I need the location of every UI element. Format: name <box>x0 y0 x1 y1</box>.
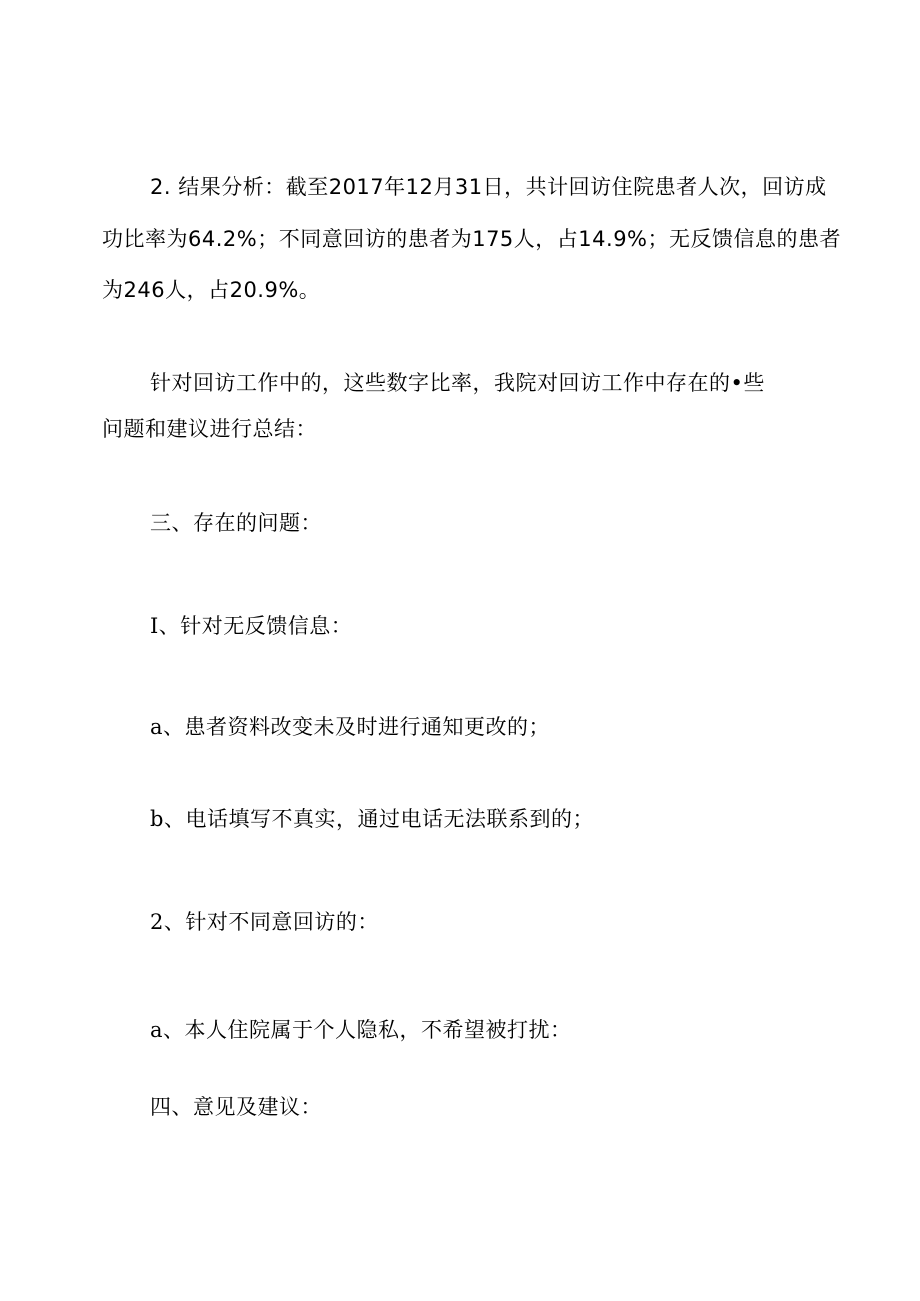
results-paragraph-line-1: 2. 结果分析：截至2017年12月31日，共计回访住院患者人次，回访成 <box>150 175 827 199</box>
item-1-heading: I、针对无反馈信息： <box>150 614 353 638</box>
suggestions-section-heading: 四、意见及建议： <box>150 1095 322 1119</box>
summary-paragraph-line-2: 问题和建议进行总结： <box>102 417 317 441</box>
item-2-a: a、本人住院属于个人隐私，不希望被打扰： <box>150 1018 572 1042</box>
problems-section-heading: 三、存在的问题： <box>150 511 322 535</box>
item-1-a: a、患者资料改变未及时进行通知更改的； <box>150 715 551 739</box>
item-2-heading: 2、针对不同意回访的： <box>150 910 379 934</box>
summary-paragraph-line-1: 针对回访工作中的，这些数字比率，我院对回访工作中存在的•些 <box>150 371 765 395</box>
results-paragraph-line-2: 功比率为64.2%；不同意回访的患者为175人，占14.9%；无反馈信息的患者 <box>102 227 842 251</box>
results-paragraph-line-3: 为246人，占20.9%。 <box>102 278 321 302</box>
item-1-b: b、电话填写不真实，通过电话无法联系到的； <box>150 807 594 831</box>
